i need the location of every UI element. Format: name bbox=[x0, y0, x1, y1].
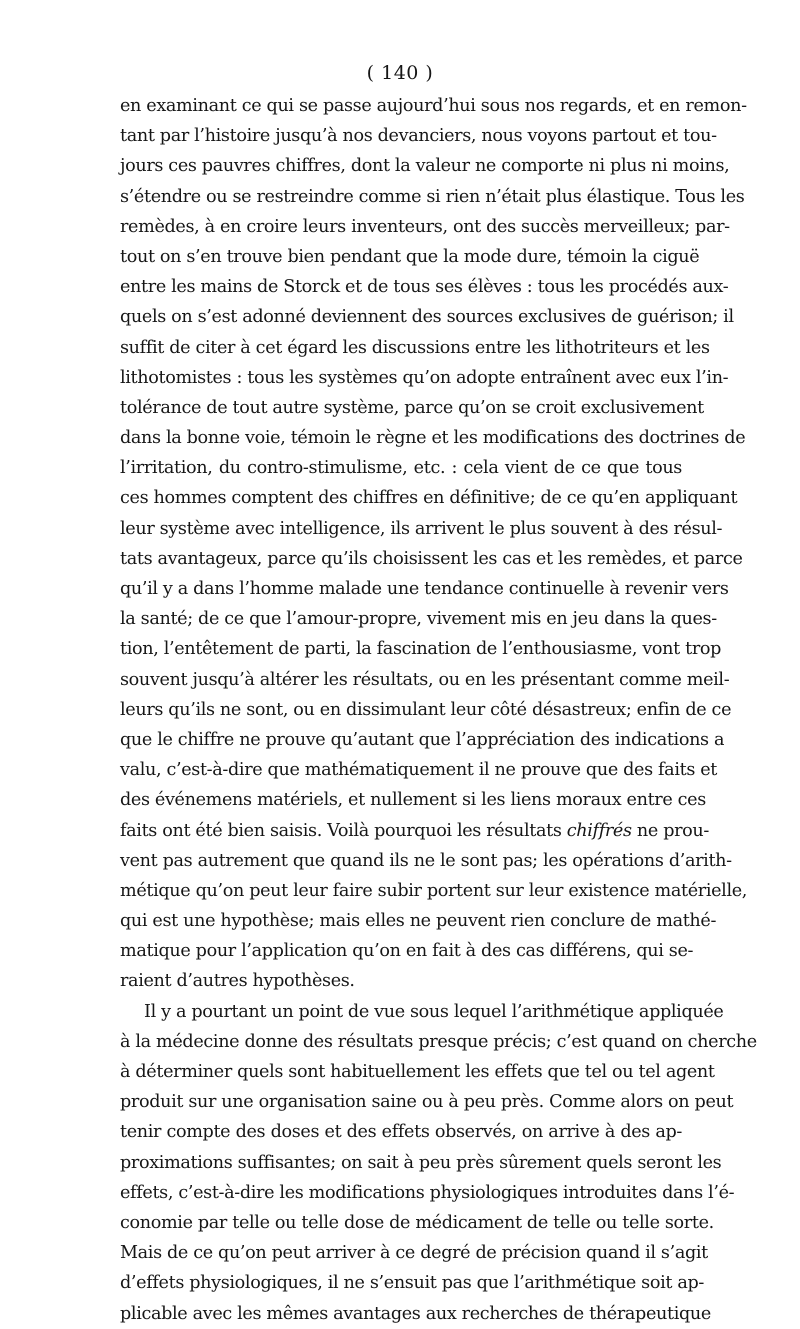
italic-word: chiffrés bbox=[566, 820, 632, 841]
text-line: entre les mains de Storck et de tous ses élèves : tous les procédés aux- bbox=[120, 277, 729, 298]
text-line: quels on s’est adonné deviennent des sources exclusives de guérison; il bbox=[120, 307, 734, 328]
text-line: Il y a pourtant un point de vue sous lequel l’arithmétique appliquée bbox=[144, 1001, 724, 1022]
text-line: plicable avec les mêmes avantages aux recherches de thérapeutique bbox=[120, 1303, 711, 1324]
body-text bbox=[120, 91, 757, 1329]
text-line: qu’il y a dans l’homme malade une tendance continuelle à revenir vers bbox=[120, 579, 729, 599]
text-line: remèdes, à en croire leurs inventeurs, ont des succès merveilleux; par- bbox=[120, 216, 730, 237]
text-line: que le chiffre ne prouve qu’autant que l’appréciation des indications a bbox=[120, 729, 725, 750]
text-line: souvent jusqu’à altérer les résultats, ou en les présentant comme meil- bbox=[120, 669, 730, 690]
text-line: vent pas autrement que quand ils ne le sont pas; les opérations d’arith- bbox=[120, 850, 732, 871]
text-line: qui est une hypothèse; mais elles ne peuvent rien conclure de mathé- bbox=[120, 911, 717, 932]
text-line: conomie par telle ou telle dose de médicament de telle ou telle sorte. bbox=[120, 1212, 714, 1233]
text-line: ces hommes comptent des chiffres en définitive; de ce qu’en appliquant bbox=[120, 488, 738, 509]
text-line: des événemens matériels, et nullement si les liens moraux entre ces bbox=[120, 790, 706, 811]
text-line: valu, c’est-à-dire que mathématiquement il ne prouve que des faits et bbox=[120, 760, 718, 781]
text-line: métique qu’on peut leur faire subir portent sur leur existence matérielle, bbox=[120, 880, 748, 901]
text-line: Mais de ce qu’on peut arriver à ce degré de précision quand il s’agit bbox=[120, 1243, 708, 1264]
page-number: ( 140 ) bbox=[366, 62, 434, 84]
text-line: tout on s’en trouve bien pendant que la mode dure, témoin la ciguë bbox=[120, 246, 700, 267]
text-line: la santé; de ce que l’amour-propre, vivement mis en jeu dans la ques- bbox=[120, 609, 717, 630]
text-line: lithotomistes : tous les systèmes qu’on adopte entraînent avec eux l’in- bbox=[120, 367, 729, 388]
text-line: suffit de citer à cet égard les discussions entre les lithotriteurs et les bbox=[120, 337, 710, 358]
text-line: proximations suffisantes; on sait à peu près sûrement quels seront les bbox=[120, 1152, 722, 1173]
text-line: d’effets physiologiques, il ne s’ensuit pas que l’arithmétique soit ap- bbox=[120, 1273, 704, 1294]
text-line: produit sur une organisation saine ou à peu près. Comme alors on peut bbox=[120, 1092, 734, 1113]
text-line: leur système avec intelligence, ils arrivent le plus souvent à des résul- bbox=[120, 518, 723, 539]
text-line: en examinant ce qui se passe aujourd’hui sous nos regards, et en remon- bbox=[120, 96, 747, 116]
paragraph bbox=[120, 91, 748, 997]
text-line: tant par l’histoire jusqu’à nos devanciers, nous voyons partout et tou- bbox=[120, 126, 717, 147]
text-line: raient d’autres hypothèses. bbox=[120, 971, 355, 992]
text-line: tion, l’entêtement de parti, la fascination de l’enthousiasme, vont trop bbox=[120, 639, 722, 660]
text-line: effets, c’est-à-dire les modifications physiologiques introduites dans l’é- bbox=[120, 1182, 735, 1203]
text-line: dans la bonne voie, témoin le règne et les modifications des doctrines de bbox=[120, 428, 746, 449]
text-line: s’étendre ou se restreindre comme si rien n’était plus élastique. Tous les bbox=[120, 186, 745, 207]
text-line: leurs qu’ils ne sont, ou en dissimulant leur côté désastreux; enfin de ce bbox=[120, 699, 732, 720]
text-line: l’irritation, du contro-stimulisme, etc. : cela vient de ce que tous bbox=[120, 458, 682, 479]
paragraph bbox=[120, 997, 757, 1329]
text-line: à déterminer quels sont habituellement les effets que tel ou tel agent bbox=[120, 1062, 715, 1082]
text-line: faits ont été bien saisis. Voilà pourquoi les résultats chiffrés ne prou- bbox=[120, 820, 709, 841]
text-line: tats avantageux, parce qu’ils choisissent les cas et les remèdes, et parce bbox=[120, 548, 743, 569]
text-line: tolérance de tout autre système, parce qu’on se croit exclusivement bbox=[120, 397, 704, 418]
text-line: à la médecine donne des résultats presque précis; c’est quand on cherche bbox=[120, 1031, 757, 1052]
text-line: jours ces pauvres chiffres, dont la valeur ne comporte ni plus ni moins, bbox=[120, 156, 730, 177]
book-page bbox=[120, 62, 757, 1329]
text-line: matique pour l’application qu’on en fait à des cas différens, qui se- bbox=[120, 941, 694, 962]
text-line: tenir compte des doses et des effets observés, on arrive à des ap- bbox=[120, 1122, 682, 1143]
